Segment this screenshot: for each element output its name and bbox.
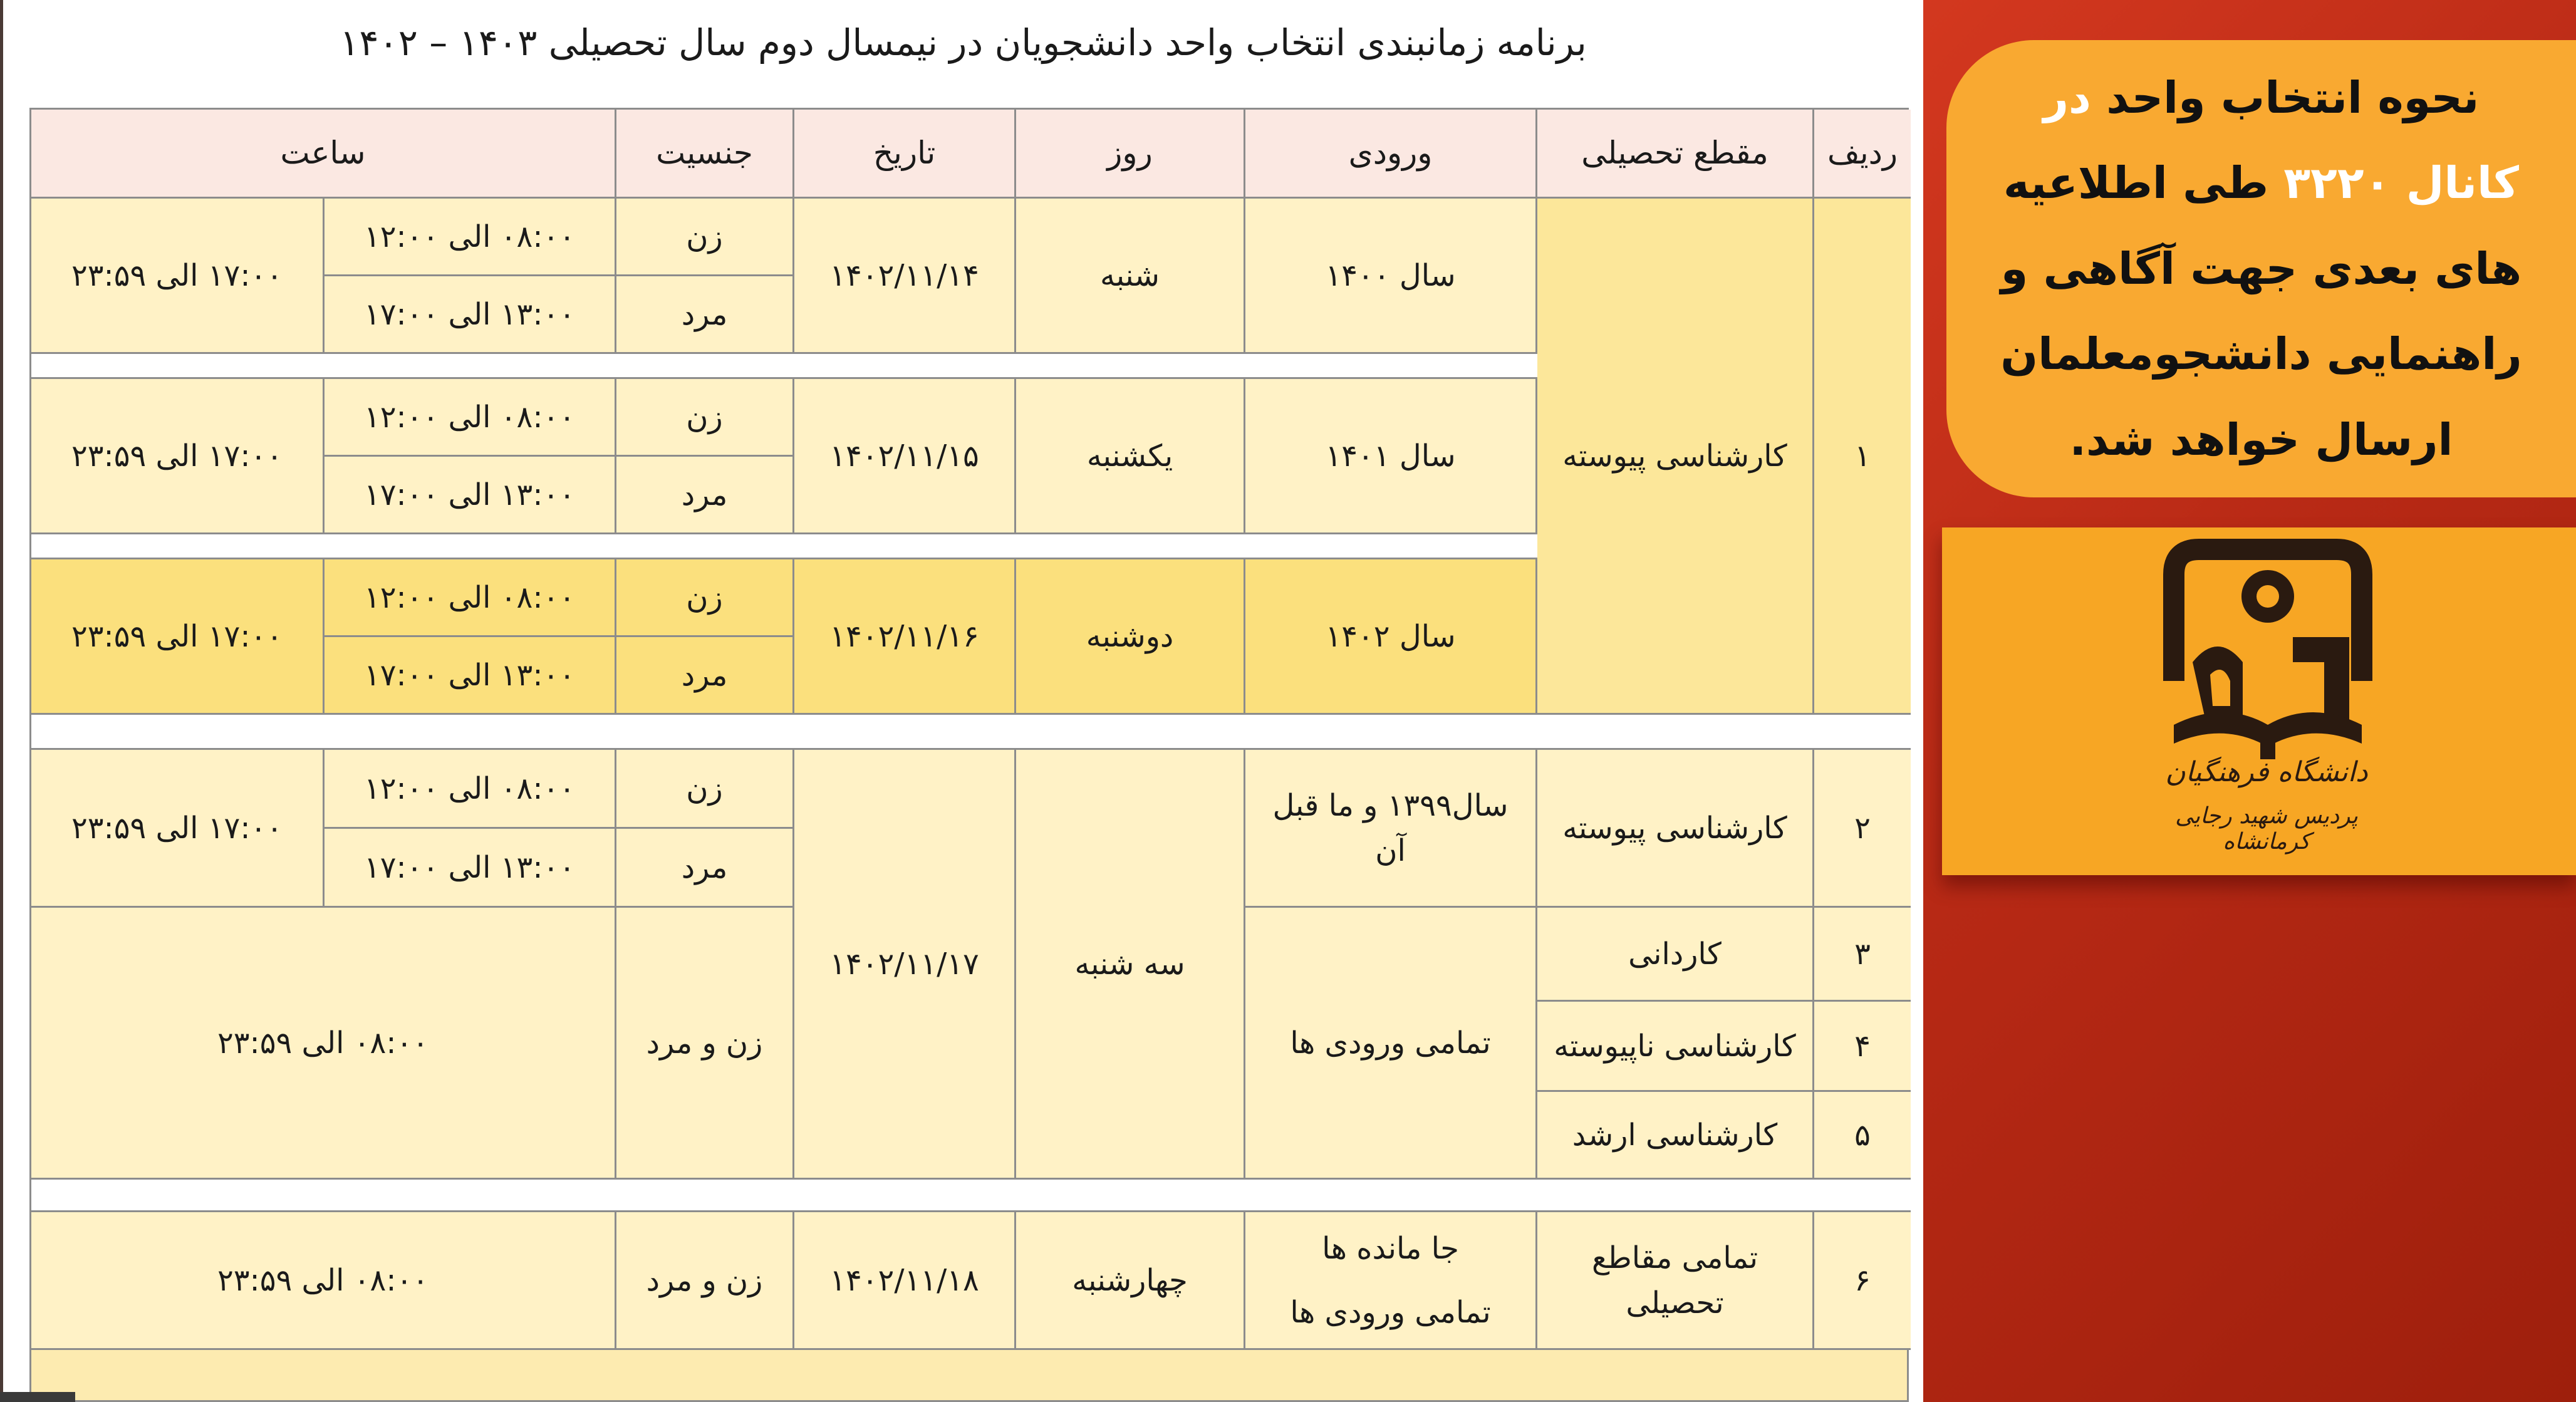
page-title: برنامه زمانبندی انتخاب واحد دانشجویان در نیمسال دوم سال تحصیلی ۱۴۰۳ – ۱۴۰۲: [340, 21, 1587, 64]
logo-university-name: دانشگاه فرهنگیان: [2165, 756, 2368, 788]
extra-time-cell: ۱۷:۰۰ الی ۲۳:۵۹: [31, 750, 325, 908]
female-time-cell: ۰۸:۰۰ الی ۱۲:۰۰: [325, 750, 616, 829]
entry-line-1: جا مانده ها: [1322, 1230, 1459, 1266]
male-time-cell: ۱۳:۰۰ الی ۱۷:۰۰: [325, 276, 616, 354]
date-cell: ۱۴۰۲/۱۱/۱۴: [794, 199, 1016, 354]
notice-box: [1946, 40, 2576, 497]
date-cell: ۱۴۰۲/۱۱/۱۷: [794, 750, 1016, 1180]
entry-line-2: آن: [1375, 833, 1406, 868]
row-separator: [31, 354, 1537, 379]
time-cell: ۰۸:۰۰ الی ۲۳:۵۹: [31, 908, 616, 1180]
gender-male: مرد: [616, 637, 794, 715]
gender-male: مرد: [616, 457, 794, 534]
gender-male: مرد: [616, 829, 794, 908]
entry-cell: سال ۱۴۰۲: [1245, 559, 1537, 715]
gender-both: زن و مرد: [616, 1212, 794, 1350]
level-cell-1: کارشناسی پیوسته: [1537, 199, 1814, 715]
male-time-cell: ۱۳:۰۰ الی ۱۷:۰۰: [325, 457, 616, 534]
day-cell: شنبه: [1016, 199, 1245, 354]
header-day: روز: [1016, 110, 1245, 199]
header-row-number: ردیف: [1814, 110, 1911, 199]
time-cell: ۰۸:۰۰ الی ۲۳:۵۹: [31, 1212, 616, 1350]
row-number-6: ۶: [1814, 1212, 1911, 1350]
row-number-3: ۳: [1814, 908, 1911, 1002]
schedule-table: [29, 108, 1909, 1402]
schedule-document: [3, 0, 1923, 1402]
day-cell: چهارشنبه: [1016, 1212, 1245, 1350]
entry-cell: تمامی ورودی ها: [1245, 908, 1537, 1180]
gender-female: زن: [616, 750, 794, 829]
male-time-cell: ۱۳:۰۰ الی ۱۷:۰۰: [325, 829, 616, 908]
entry-cell: [1245, 750, 1537, 908]
row-number-5: ۵: [1814, 1092, 1911, 1180]
female-time-cell: ۰۸:۰۰ الی ۱۲:۰۰: [325, 199, 616, 276]
notice-part-4: ۳۲۲۰: [2283, 157, 2391, 209]
row-number-1: ۱: [1814, 199, 1911, 715]
notice-part-2: در: [2043, 71, 2091, 123]
notice-part-5: طی اطلاعیه های بعدی جهت آگاهی و راهنمایی دانشجومعلمان ارسال خواهد شد.: [2000, 157, 2522, 465]
notice-part-3: کانال: [2391, 157, 2519, 209]
entry-line-2: تمامی ورودی ها: [1290, 1294, 1491, 1330]
level-cell-5: کارشناسی ارشد: [1537, 1092, 1814, 1180]
entry-line-1: سال۱۳۹۹ و ما قبل: [1272, 787, 1509, 823]
logo-campus-name: پردیس شهید رجایی کرمانشاه: [2175, 803, 2358, 854]
date-cell: ۱۴۰۲/۱۱/۱۸: [794, 1212, 1016, 1350]
notice-part-1: نحوه انتخاب واحد: [2090, 71, 2480, 123]
gender-female: زن: [616, 559, 794, 637]
group-separator: [31, 1180, 1911, 1212]
notice-text: [1980, 55, 2543, 483]
level-cell-4: کارشناسی ناپیوسته: [1537, 1002, 1814, 1092]
header-date: تاریخ: [794, 110, 1016, 199]
day-cell: سه شنبه: [1016, 750, 1245, 1180]
gender-both: زن و مرد: [616, 908, 794, 1180]
level-cell-3: کاردانی: [1537, 908, 1814, 1002]
row-number-4: ۴: [1814, 1002, 1911, 1092]
day-cell: یکشنبه: [1016, 379, 1245, 534]
female-time-cell: ۰۸:۰۰ الی ۱۲:۰۰: [325, 379, 616, 457]
corner-watermark: [0, 1392, 75, 1402]
female-time-cell: ۰۸:۰۰ الی ۱۲:۰۰: [325, 559, 616, 637]
row-separator: [31, 534, 1537, 559]
extra-time-cell: ۱۷:۰۰ الی ۲۳:۵۹: [31, 559, 325, 715]
side-panel: [1923, 0, 2576, 1402]
gender-male: مرد: [616, 276, 794, 354]
header-gender: جنسیت: [616, 110, 794, 199]
gender-female: زن: [616, 379, 794, 457]
extra-time-cell: ۱۷:۰۰ الی ۲۳:۵۹: [31, 199, 325, 354]
entry-cell: سال ۱۴۰۱: [1245, 379, 1537, 534]
level-line-1: تمامی مقاطع: [1591, 1240, 1758, 1275]
extra-time-cell: ۱۷:۰۰ الی ۲۳:۵۹: [31, 379, 325, 534]
entry-cell: سال ۱۴۰۰: [1245, 199, 1537, 354]
row-number-2: ۲: [1814, 750, 1911, 908]
level-cell-6: [1537, 1212, 1814, 1350]
date-cell: ۱۴۰۲/۱۱/۱۶: [794, 559, 1016, 715]
header-entry: ورودی: [1245, 110, 1537, 199]
group-separator: [31, 715, 1911, 750]
level-cell-2: کارشناسی پیوسته: [1537, 750, 1814, 908]
header-level: مقطع تحصیلی: [1537, 110, 1814, 199]
male-time-cell: ۱۳:۰۰ الی ۱۷:۰۰: [325, 637, 616, 715]
day-cell: دوشنبه: [1016, 559, 1245, 715]
entry-cell: [1245, 1212, 1537, 1350]
level-line-2: تحصیلی: [1626, 1285, 1724, 1321]
logo-box: [1942, 527, 2576, 875]
date-cell: ۱۴۰۲/۱۱/۱۵: [794, 379, 1016, 534]
header-time: ساعت: [31, 110, 616, 199]
gender-female: زن: [616, 199, 794, 276]
